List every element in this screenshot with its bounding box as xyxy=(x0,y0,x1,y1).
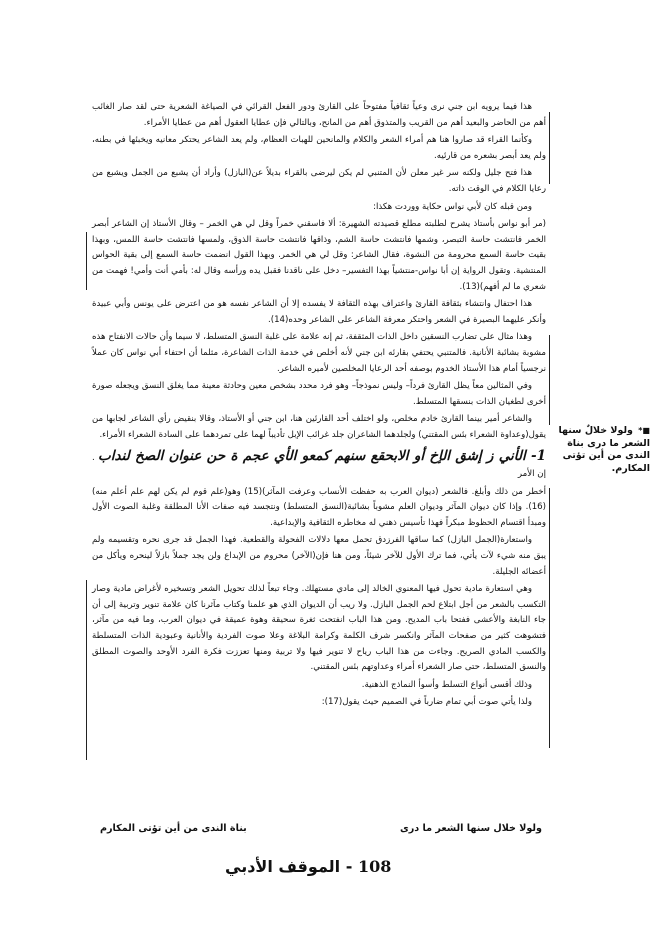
right-margin-rule xyxy=(549,335,550,425)
paragraph: وذلك أقسى أنواع التسلط وأسوأ النماذج الذهنية. xyxy=(361,679,532,690)
magazine-name: الموقف الأدبي xyxy=(225,857,341,876)
paragraph: أخطر من ذلك وأبلغ. فالشعر (ديوان العرب به حفظت الأنساب وعرفت المآثر)(15) وهو(علم قوم لم يكن لهم علم أعلم منه)(16). وإذا كان ديوان المآثر وديوان العلم مشوباً بشائبة(النسق المتسلط) ونتجسد فيه صفات الأنا المطلقة وغلبة الصوت الأول ومبدأ اقتسام الحظوظ مبكراً فهذا تأسيس ذهني له مخاطره الثقافية والإبداعية. xyxy=(92,486,546,528)
section-heading: 1- الأني ز إشق الإخ أو الابحقع سنهم كمعو الأي عجم ة حن عنوان الصخ لنداب xyxy=(98,448,546,465)
article-body xyxy=(92,100,546,713)
paragraph: هذا احتفال وانتشاء بثقافة القارئ واعتراف بهذه الثقافة لا يفسده إلا أن الشاعر نفسه هو من اعترض على يونس وأبي عبيدة وأنكر عليهما البصيرة في الشعر واحتكر معرفة الشاعر على الشاعر وحده(14). xyxy=(92,299,546,325)
verse-first-hemistich: ولولا خلال سنها الشعر ما درى xyxy=(399,823,542,834)
paragraph: والشاعر أمير بينما القارئ خادم مخلص، ولو اختلف أحد القارئين هنا، ابن جني أو الأستاذ، وقالا بنقيض رأي الشاعر لجابها من يقول(وعداوة الشعراء بئس المقتني) ولجلدهما الشاعران جلد غرائب الإبل تأديباً لهما على تمردهما على السادة الشعراء الأمراء. xyxy=(92,414,546,440)
paragraph: وكأنما القراء قد صاروا هنا هم أمراء الشعر والكلام والمانحين للهبات العظام، ولم يعد الشاعر يحتكر معانيه ويخبئها في بطنه، ولم يعد أبصر بشعره من قارئيه. xyxy=(92,135,546,161)
paragraph: وفي المثالين معاً يظل القارئ فرداً– وليس نموذجاً– وهو فرد محدد بشخص معين وحادثة معينة مما يغلق النسق ويجعله صورة أخرى لطغيان الذات بنسقها المتسلط. xyxy=(92,381,546,407)
page-footer xyxy=(225,857,391,876)
left-margin-rule xyxy=(86,580,87,760)
paragraph: ولذا يأتي صوت أبي تمام ضارباً في الصميم حيث يقول(17): xyxy=(321,697,532,708)
quoted-paragraph: (مر أبو نواس بأستاذ يشرح لطلبته مطلع قصيدته الشهيرة: ألا فاسقني خمراً وقل لي هي الخمر – وقال الأستاذ إن الشاعر أبصر الخمر فانتشت حاسة التبصر، وشمها فانتشت حاسة الشم، وذاقها فانتشت حاسة الذوق، ولمسها فانتشت حاسة اللمس، وبهذا بقيت حاسة السمع محرومة من النشوة، فقال الشاعر: وقل لي هي الخمر. وبهذا القول انضمت حاسة السمع إلى بقية الحواس المنتشية. وتقول الرواية إن أبا نواس-منتشياً بهذا التفسير– دخل على ناقدنا فقبل يده ورأسه وقال له: بأمي أنت وأمي! فهمت من شعري ما لم أفهم)(13). xyxy=(92,219,546,292)
heading-tail: . إن الأمر xyxy=(92,453,546,480)
sidebar-quote-text: ولولا خلالٌ سنها الشعر ما درى بناة الندى من أين تؤتى المكارم. xyxy=(558,425,650,474)
left-margin-rule xyxy=(86,232,87,290)
right-margin-rule xyxy=(549,488,550,748)
paragraph: هذا فتح جليل ولكنه سر غير معلن لأن المتنبي لم يكن ليرضى بالقراء بديلاً عن(البازل) وأراد أن يشبع من الجمل ويشبع من رعايا الكلام في الوقت ذاته. xyxy=(92,168,546,194)
paragraph: هذا فيما يرويه ابن جني نرى وعياً ثقافياً مفتوحاً على القارئ ودور الفعل القرائي في الصياغة الشعرية حتى لقد صار الغائب أهم من الحاضر والبعيد أهم من القريب والمتذوق أهم من المانح، وبالتالي فإن عطايا العقول أهم من عطايا الأمراء. xyxy=(92,102,546,128)
paragraph: وهي استعارة مادية تحول فيها المعنوي الخالد إلى مادي مستهلك. وجاء تبعاً لذلك تحويل الشعر وتسخيره لأغراض مادية وصار التكسب بالشعر من أجل ابتلاع لحم الجمل البازل. ولا ريب أن الديوان الذي هو علمنا وكتاب مآثرنا كان علامة تنوير وتربية إلى أن جاء النابغة والأعشى ففتحا باب المديح. ومن هذا الباب انفتحت ثغرة سحيقة وهوة عميقة في ديوان العرب، وما فيه من مآثر، فتشوهت كثير من صفحات المآثر وانكسر شرف الكلمة وكرامة البلاغة وعلا صوت الفردية والأنانية وعبودية الذات المتسلطة والكسب المادي الصريح. وجاءت من هذا الباب رياح لا تنوير فيها ولا تربية ومنها تعززت فكرة الفرد الأوحد والصوت المطلق والنسق المتسلط، حتى صار الشعراء أمراء وعداوتهم بئس المقتني. xyxy=(92,584,546,673)
paragraph: وهذا مثال على تضارب النسقين داخل الذات المثقفة، ثم إنه علامة على غلبة النسق المتسلط، لا سيما وأن حالات الانفتاح هذه مشوبة بشائبة الأنانية. فالمتنبي يحتفي بقارئه ابن جني لأنه أخلص في خدمة الذات الشاعرة، مثلما أن احتفاء أبي نواس كان عملاً نرجسياً أمام هذا الأستاذ الخدوم بوصفه أحد الرعايا المخلصين لأميره الشاعر. xyxy=(92,332,546,374)
paragraph: واستعارة(الجمل البازل) كما ساقها الفرزدق تحمل معها دلالات الفحولة والقطعية. فهذا الجمل قد جرى نحره وتقسيمه ولم يبق منه شيء لآت يأتي، فما ترك الأول للآخر شيئاً، ومن هنا فإن(الآخر) محروم من الإبداع ولن يجد جملاً بازلاً لينحره ويأكل من أعضائه الجليلة. xyxy=(92,535,546,577)
page-number: 108 xyxy=(357,857,392,876)
footer-separator: - xyxy=(345,857,353,876)
sidebar-bullet: ■* xyxy=(638,426,650,435)
section-heading-line xyxy=(92,449,546,482)
paragraph: ومن قبله كان لأبي نواس حكاية ووردت هكذا: xyxy=(373,201,532,212)
sidebar-pull-quote xyxy=(556,425,650,475)
poem-verse xyxy=(100,823,542,834)
right-margin-rule xyxy=(549,112,550,184)
verse-second-hemistich: بناة الندى من أين تؤتى المكارم xyxy=(100,823,247,834)
